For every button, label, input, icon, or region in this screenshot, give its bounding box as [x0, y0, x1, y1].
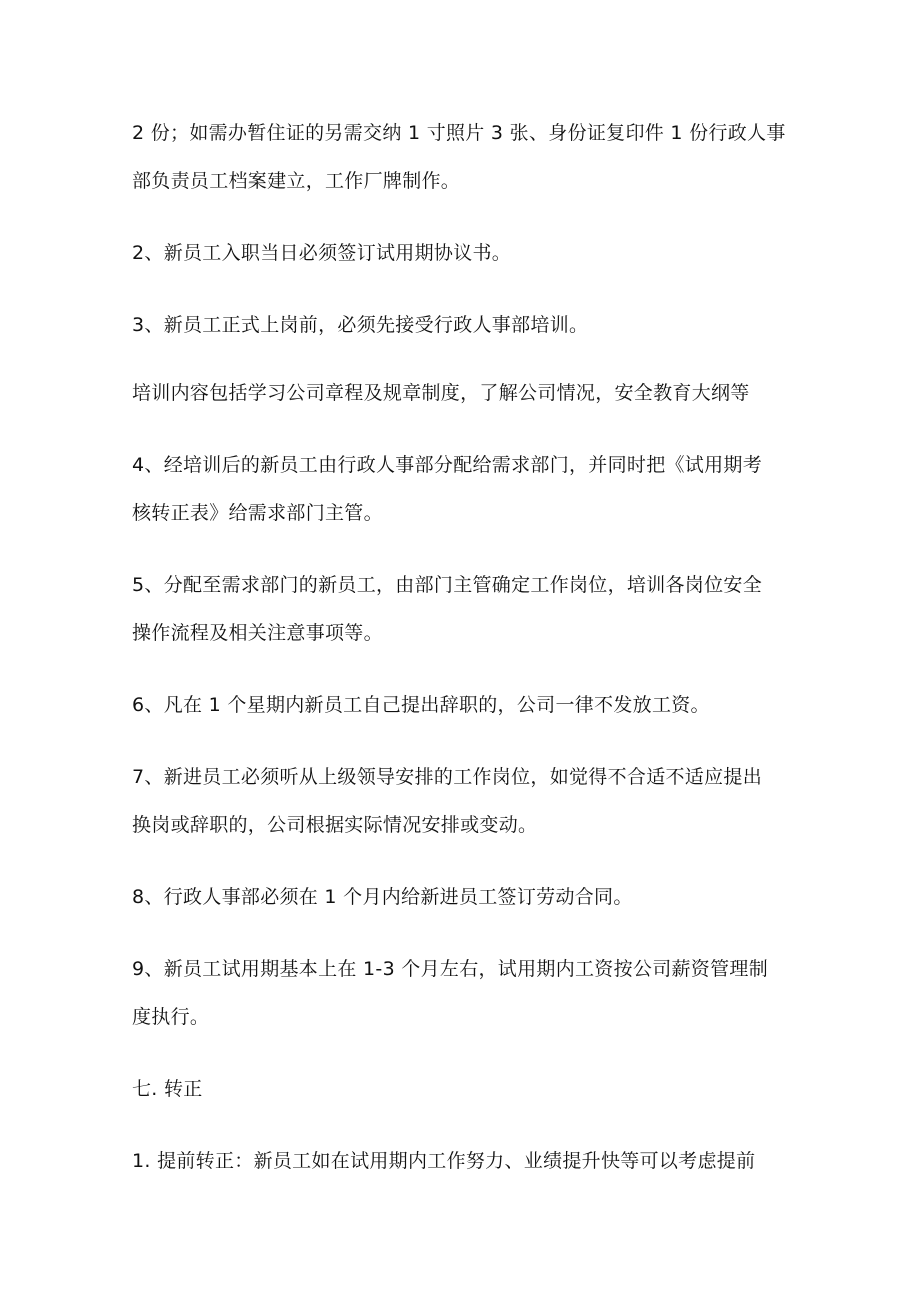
section-heading: 七. 转正	[132, 1078, 203, 1100]
text-line: 换岗或辞职的，公司根据实际情况安排或变动。	[132, 814, 538, 836]
text-line: 6、凡在 1 个星期内新员工自己提出辞职的，公司一律不发放工资。	[132, 694, 710, 716]
text-line: 培训内容包括学习公司章程及规章制度，了解公司情况，安全教育大纲等	[132, 382, 750, 404]
text-line: 1. 提前转正：新员工如在试用期内工作努力、业绩提升快等可以考虑提前	[132, 1150, 756, 1172]
text-line: 4、经培训后的新员工由行政人事部分配给需求部门，并同时把《试用期考	[132, 454, 762, 476]
text-line: 2 份；如需办暂住证的另需交纳 1 寸照片 3 张、身份证复印件 1 份行政人事	[132, 122, 786, 144]
text-line: 核转正表》给需求部门主管。	[132, 502, 383, 524]
text-line: 度执行。	[132, 1006, 210, 1028]
text-line: 3、新员工正式上岗前，必须先接受行政人事部培训。	[132, 314, 589, 336]
text-line: 8、行政人事部必须在 1 个月内给新进员工签订劳动合同。	[132, 886, 633, 908]
text-line: 5、分配至需求部门的新员工，由部门主管确定工作岗位，培训各岗位安全	[132, 574, 762, 596]
text-line: 7、新进员工必须听从上级领导安排的工作岗位，如觉得不合适不适应提出	[132, 766, 762, 788]
text-line: 2、新员工入职当日必须签订试用期协议书。	[132, 242, 512, 264]
text-line: 操作流程及相关注意事项等。	[132, 622, 383, 644]
text-line: 9、新员工试用期基本上在 1-3 个月左右，试用期内工资按公司薪资管理制	[132, 958, 769, 980]
text-line: 部负责员工档案建立，工作厂牌制作。	[132, 170, 461, 192]
